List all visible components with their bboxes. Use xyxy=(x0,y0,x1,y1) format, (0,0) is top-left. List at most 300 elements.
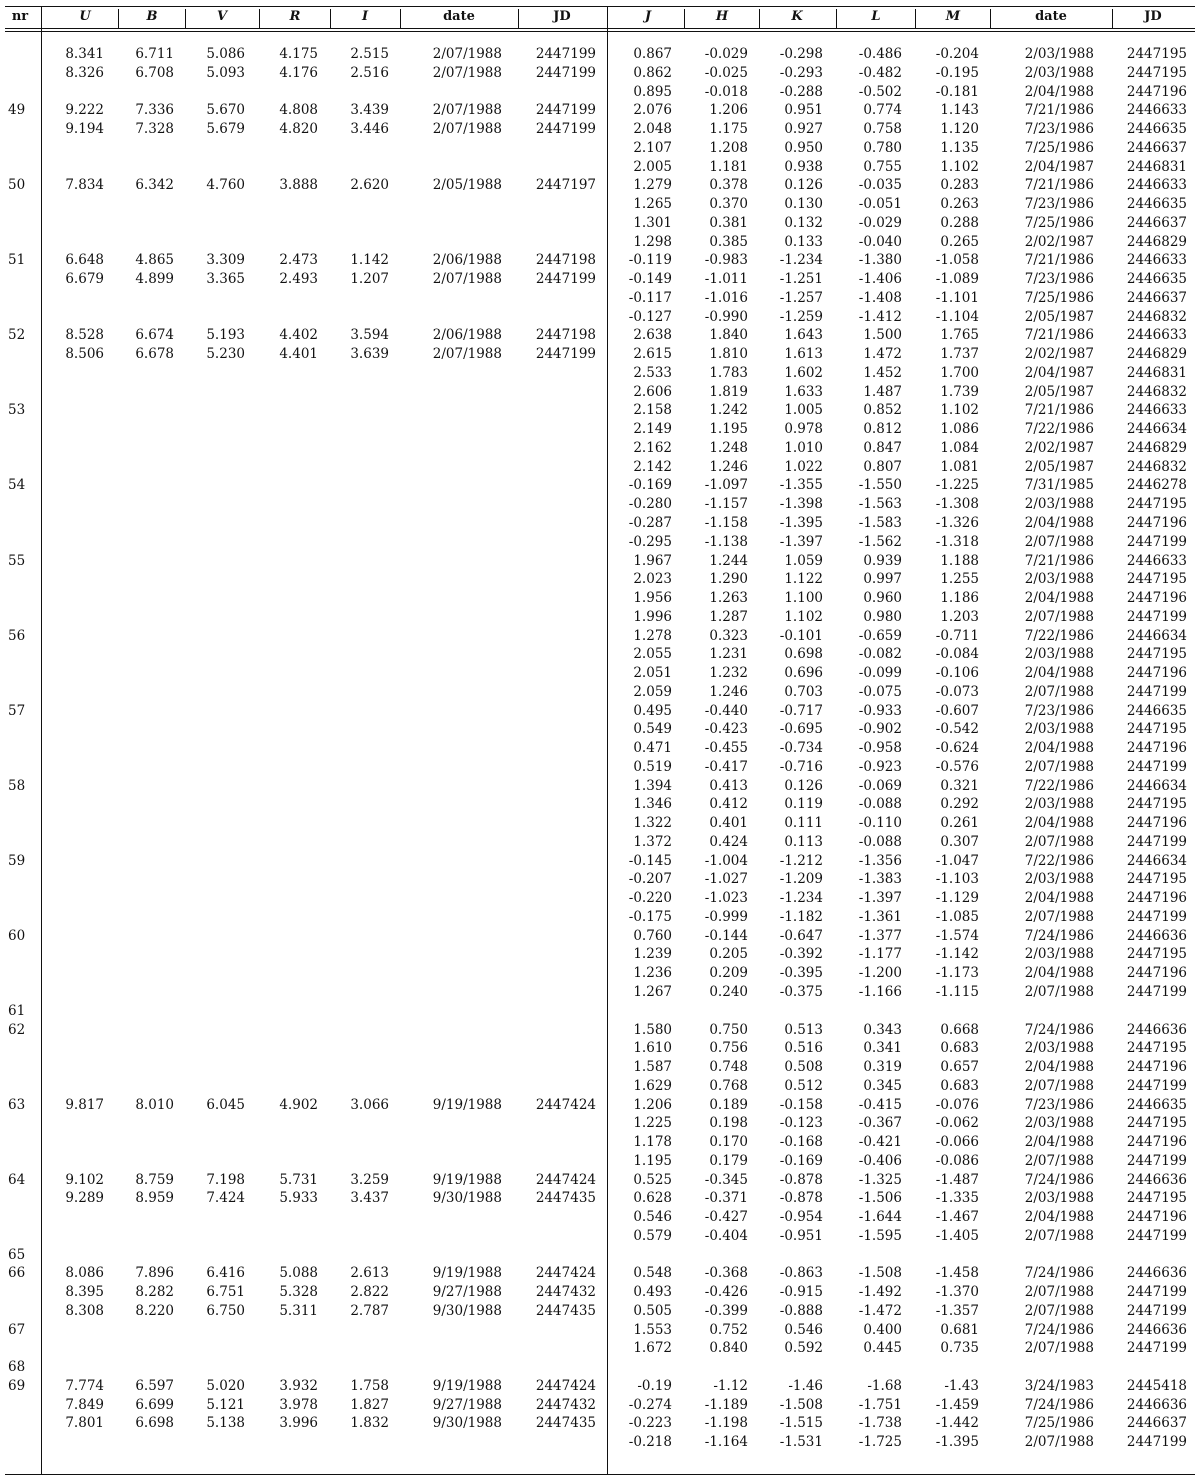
cell-nr: 68 xyxy=(8,1359,26,1376)
cell-ljd: 2447424 xyxy=(535,1377,596,1394)
cell-rjd: 2447195 xyxy=(1126,1115,1187,1132)
cell-K: 1.059 xyxy=(784,552,823,569)
cell-J: 2.533 xyxy=(633,364,672,381)
table-row xyxy=(0,326,1200,345)
cell-H: 1.175 xyxy=(709,121,748,138)
cell-B: 7.336 xyxy=(135,102,174,119)
cell-ljd: 2447198 xyxy=(535,252,596,269)
cell-L: -1.177 xyxy=(858,946,902,963)
cell-I: 2.515 xyxy=(350,46,389,62)
cell-rdate: 2/04/1988 xyxy=(1024,890,1094,907)
cell-rdate: 2/03/1988 xyxy=(1024,1190,1094,1207)
cell-V: 5.670 xyxy=(206,102,245,119)
cell-H: 1.840 xyxy=(709,327,748,344)
cell-rjd: 2446637 xyxy=(1126,214,1187,231)
cell-ljd: 2447435 xyxy=(535,1415,596,1432)
cell-M: -0.195 xyxy=(935,64,979,81)
cell-M: -1.318 xyxy=(935,533,979,550)
cell-K: -1.209 xyxy=(779,871,823,888)
cell-K: 1.602 xyxy=(784,364,823,381)
cell-L: -0.110 xyxy=(858,815,902,832)
cell-L: 0.852 xyxy=(863,402,902,419)
cell-M: 0.683 xyxy=(940,1040,979,1057)
cell-nr: 58 xyxy=(8,777,26,794)
cell-J: 0.549 xyxy=(633,721,672,738)
cell-K: -0.168 xyxy=(779,1134,823,1151)
cell-H: 1.231 xyxy=(709,646,748,663)
cell-R: 2.493 xyxy=(279,271,318,288)
table-row xyxy=(0,908,1200,927)
cell-rdate: 2/04/1987 xyxy=(1024,364,1094,381)
cell-rjd: 2447195 xyxy=(1126,1190,1187,1207)
table-row xyxy=(0,552,1200,571)
cell-rjd: 2446635 xyxy=(1126,121,1187,138)
cell-M: 0.683 xyxy=(940,1077,979,1094)
cell-U: 6.648 xyxy=(65,252,104,269)
cell-I: 3.066 xyxy=(350,1096,389,1113)
cell-ljd: 2447197 xyxy=(535,177,596,194)
cell-M: -1.101 xyxy=(935,289,979,306)
cell-K: 0.592 xyxy=(784,1340,823,1357)
cell-K: -1.397 xyxy=(779,533,823,550)
cell-J: -0.117 xyxy=(628,289,672,306)
cell-K: -0.158 xyxy=(779,1096,823,1113)
cell-rdate: 7/22/1986 xyxy=(1024,852,1094,869)
table-row xyxy=(0,1002,1200,1021)
cell-rdate: 2/04/1988 xyxy=(1024,83,1094,100)
cell-U: 7.849 xyxy=(65,1396,104,1413)
cell-H: -0.368 xyxy=(704,1265,748,1282)
cell-J: 2.023 xyxy=(633,571,672,588)
cell-J: 1.610 xyxy=(633,1040,672,1057)
cell-I: 3.259 xyxy=(350,1171,389,1188)
cell-rdate: 7/21/1986 xyxy=(1024,252,1094,269)
cell-H: 0.756 xyxy=(709,1040,748,1057)
table-row xyxy=(0,1021,1200,1040)
cell-J: 1.553 xyxy=(633,1321,672,1338)
cell-rdate: 2/04/1987 xyxy=(1024,158,1094,175)
cell-M: 0.735 xyxy=(940,1340,979,1357)
header-J: J xyxy=(644,9,652,24)
cell-L: -0.051 xyxy=(858,196,902,213)
table-row xyxy=(0,195,1200,214)
cell-H: -0.990 xyxy=(704,308,748,325)
cell-rjd: 2447195 xyxy=(1126,64,1187,81)
cell-J: 2.076 xyxy=(633,102,672,119)
table-row xyxy=(0,289,1200,308)
cell-rdate: 2/07/1988 xyxy=(1024,908,1094,925)
cell-rjd: 2447196 xyxy=(1126,965,1187,982)
cell-rdate: 2/04/1988 xyxy=(1024,590,1094,607)
table-row xyxy=(0,458,1200,477)
cell-U: 9.194 xyxy=(65,121,104,138)
cell-J: 1.587 xyxy=(633,1059,672,1076)
cell-B: 6.678 xyxy=(135,346,174,363)
cell-rdate: 2/05/1987 xyxy=(1024,383,1094,400)
cell-I: 2.822 xyxy=(350,1284,389,1301)
cell-B: 8.010 xyxy=(135,1096,174,1113)
table-row xyxy=(0,364,1200,383)
header-separator xyxy=(400,9,401,29)
cell-rdate: 2/04/1988 xyxy=(1024,515,1094,531)
cell-rjd: 2447199 xyxy=(1126,608,1187,625)
cell-H: 1.248 xyxy=(709,439,748,456)
cell-ljd: 2447198 xyxy=(535,327,596,344)
cell-L: -1.397 xyxy=(858,890,902,907)
cell-L: -0.659 xyxy=(858,627,902,644)
cell-rjd: 2447199 xyxy=(1126,1434,1187,1451)
cell-M: 0.657 xyxy=(940,1059,979,1076)
cell-rjd: 2446831 xyxy=(1126,158,1187,175)
cell-M: -1.405 xyxy=(935,1227,979,1244)
cell-V: 3.309 xyxy=(206,252,245,269)
table-row xyxy=(0,1058,1200,1077)
cell-V: 5.193 xyxy=(206,327,245,344)
cell-rdate: 2/02/1987 xyxy=(1024,439,1094,456)
cell-M: -0.624 xyxy=(935,740,979,757)
cell-I: 2.620 xyxy=(350,177,389,194)
table-row xyxy=(0,439,1200,458)
cell-J: -0.169 xyxy=(628,477,672,494)
table-row xyxy=(0,1414,1200,1433)
cell-rjd: 2446633 xyxy=(1126,552,1187,569)
cell-J: 1.195 xyxy=(633,1152,672,1169)
cell-J: -0.295 xyxy=(628,533,672,550)
cell-L: 0.319 xyxy=(863,1059,902,1076)
cell-M: -1.173 xyxy=(935,965,979,982)
cell-rdate: 2/03/1988 xyxy=(1024,946,1094,963)
cell-K: -0.647 xyxy=(779,927,823,944)
cell-J: 1.967 xyxy=(633,552,672,569)
cell-H: -1.027 xyxy=(704,871,748,888)
cell-rdate: 2/02/1987 xyxy=(1024,233,1094,250)
cell-H: -0.983 xyxy=(704,252,748,269)
cell-ljd: 2447424 xyxy=(535,1265,596,1282)
cell-L: -1.361 xyxy=(858,908,902,925)
cell-L: -0.421 xyxy=(858,1134,902,1151)
cell-rjd: 2447199 xyxy=(1126,683,1187,700)
cell-L: 0.758 xyxy=(863,121,902,138)
table-row xyxy=(0,814,1200,833)
cell-rjd: 2446831 xyxy=(1126,364,1187,381)
cell-nr: 50 xyxy=(8,177,26,194)
cell-K: -0.888 xyxy=(779,1302,823,1319)
cell-K: -1.355 xyxy=(779,477,823,494)
table-row xyxy=(0,795,1200,814)
cell-L: 1.500 xyxy=(863,327,902,344)
cell-K: 0.703 xyxy=(784,683,823,700)
cell-L: -1.583 xyxy=(858,515,902,531)
cell-rdate: 7/25/1986 xyxy=(1024,214,1094,231)
cell-L: 0.755 xyxy=(863,158,902,175)
cell-K: -0.288 xyxy=(779,83,823,100)
cell-M: -1.142 xyxy=(935,946,979,963)
cell-ldate: 9/19/1988 xyxy=(432,1171,502,1188)
cell-U: 9.289 xyxy=(65,1190,104,1207)
cell-nr: 51 xyxy=(8,252,26,269)
cell-H: 0.209 xyxy=(709,965,748,982)
cell-V: 6.045 xyxy=(206,1096,245,1113)
cell-H: 0.198 xyxy=(709,1115,748,1132)
cell-I: 3.446 xyxy=(350,121,389,138)
cell-M: -0.086 xyxy=(935,1152,979,1169)
cell-H: 0.205 xyxy=(709,946,748,963)
cell-M: 1.102 xyxy=(940,158,979,175)
cell-V: 3.365 xyxy=(206,271,245,288)
table-row xyxy=(0,1039,1200,1058)
cell-J: 0.525 xyxy=(633,1171,672,1188)
cell-L: -0.088 xyxy=(858,796,902,813)
cell-M: -1.459 xyxy=(935,1396,979,1413)
cell-H: -0.423 xyxy=(704,721,748,738)
cell-M: -1.058 xyxy=(935,252,979,269)
cell-K: 0.126 xyxy=(784,177,823,194)
cell-rjd: 2447196 xyxy=(1126,1059,1187,1076)
cell-J: 2.005 xyxy=(633,158,672,175)
cell-M: 0.263 xyxy=(940,196,979,213)
cell-L: -1.408 xyxy=(858,289,902,306)
cell-R: 4.902 xyxy=(279,1096,318,1113)
cell-rdate: 2/03/1988 xyxy=(1024,496,1094,513)
cell-L: -1.595 xyxy=(858,1227,902,1244)
cell-H: 1.246 xyxy=(709,458,748,475)
table-row xyxy=(0,589,1200,608)
cell-M: 1.255 xyxy=(940,571,979,588)
cell-M: -0.076 xyxy=(935,1096,979,1113)
cell-K: -1.234 xyxy=(779,890,823,907)
cell-J: 2.162 xyxy=(633,439,672,456)
cell-J: -0.218 xyxy=(628,1434,672,1451)
cell-J: 1.178 xyxy=(633,1134,672,1151)
cell-nr: 63 xyxy=(8,1096,26,1113)
cell-L: -0.486 xyxy=(858,46,902,62)
cell-H: 0.378 xyxy=(709,177,748,194)
cell-R: 4.175 xyxy=(279,46,318,62)
header-L: L xyxy=(871,9,881,24)
cell-rjd: 2447196 xyxy=(1126,890,1187,907)
cell-J: 2.055 xyxy=(633,646,672,663)
cell-H: 0.748 xyxy=(709,1059,748,1076)
cell-H: 0.424 xyxy=(709,833,748,850)
cell-rjd: 2446633 xyxy=(1126,402,1187,419)
cell-J: -0.287 xyxy=(628,515,672,531)
table-row xyxy=(0,1152,1200,1171)
cell-M: 1.203 xyxy=(940,608,979,625)
cell-rjd: 2447195 xyxy=(1126,496,1187,513)
cell-H: 0.170 xyxy=(709,1134,748,1151)
table-row xyxy=(0,495,1200,514)
cell-rjd: 2446636 xyxy=(1126,1396,1187,1413)
cell-R: 5.088 xyxy=(279,1265,318,1282)
cell-H: 1.244 xyxy=(709,552,748,569)
cell-rjd: 2446635 xyxy=(1126,1096,1187,1113)
cell-K: 1.005 xyxy=(784,402,823,419)
cell-K: 0.133 xyxy=(784,233,823,250)
table-row xyxy=(0,1189,1200,1208)
cell-K: -0.954 xyxy=(779,1209,823,1226)
cell-M: -0.607 xyxy=(935,702,979,719)
cell-H: -1.023 xyxy=(704,890,748,907)
table-row xyxy=(0,1339,1200,1358)
cell-ldate: 2/07/1988 xyxy=(432,46,502,62)
cell-K: -0.695 xyxy=(779,721,823,738)
table-row xyxy=(0,1077,1200,1096)
cell-rdate: 7/23/1986 xyxy=(1024,702,1094,719)
cell-M: 1.120 xyxy=(940,121,979,138)
table-row xyxy=(0,1433,1200,1452)
cell-K: -1.508 xyxy=(779,1396,823,1413)
cell-H: -0.029 xyxy=(704,46,748,62)
cell-rjd: 2447199 xyxy=(1126,1227,1187,1244)
cell-J: -0.207 xyxy=(628,871,672,888)
cell-K: 1.102 xyxy=(784,608,823,625)
cell-H: 0.381 xyxy=(709,214,748,231)
cell-M: -1.129 xyxy=(935,890,979,907)
cell-M: 1.143 xyxy=(940,102,979,119)
cell-L: -1.166 xyxy=(858,984,902,1000)
cell-rjd: 2447195 xyxy=(1126,46,1187,62)
table-row xyxy=(0,1171,1200,1190)
cell-H: -0.440 xyxy=(704,702,748,719)
cell-ldate: 9/30/1988 xyxy=(432,1190,502,1207)
cell-J: 0.867 xyxy=(633,46,672,62)
table-row xyxy=(0,1396,1200,1415)
cell-L: -1.325 xyxy=(858,1171,902,1188)
cell-J: -0.223 xyxy=(628,1415,672,1432)
cell-H: 0.752 xyxy=(709,1321,748,1338)
cell-rdate: 7/25/1986 xyxy=(1024,1415,1094,1432)
cell-R: 4.402 xyxy=(279,327,318,344)
cell-J: 1.279 xyxy=(633,177,672,194)
cell-J: -0.149 xyxy=(628,271,672,288)
cell-L: -1.751 xyxy=(858,1396,902,1413)
cell-H: -1.189 xyxy=(704,1396,748,1413)
cell-J: -0.274 xyxy=(628,1396,672,1413)
cell-nr: 54 xyxy=(8,477,26,494)
cell-R: 2.473 xyxy=(279,252,318,269)
cell-H: 0.240 xyxy=(709,984,748,1000)
cell-B: 4.899 xyxy=(135,271,174,288)
cell-H: -1.12 xyxy=(713,1377,748,1394)
cell-K: -0.293 xyxy=(779,64,823,81)
cell-M: 0.668 xyxy=(940,1021,979,1038)
cell-B: 6.698 xyxy=(135,1415,174,1432)
cell-nr: 67 xyxy=(8,1321,26,1338)
header-separator xyxy=(330,9,331,29)
cell-rjd: 2447199 xyxy=(1126,758,1187,775)
cell-H: 1.232 xyxy=(709,665,748,682)
header-U: U xyxy=(79,9,91,24)
cell-U: 7.801 xyxy=(65,1415,104,1432)
cell-L: -0.958 xyxy=(858,740,902,757)
cell-B: 6.342 xyxy=(135,177,174,194)
header-left-date: date xyxy=(443,9,475,24)
cell-K: 0.513 xyxy=(784,1021,823,1038)
cell-H: 0.323 xyxy=(709,627,748,644)
cell-L: -0.406 xyxy=(858,1152,902,1169)
cell-V: 6.751 xyxy=(206,1284,245,1301)
cell-K: 0.938 xyxy=(784,158,823,175)
cell-J: 0.548 xyxy=(633,1265,672,1282)
cell-rdate: 2/07/1988 xyxy=(1024,1284,1094,1301)
table-row xyxy=(0,1114,1200,1133)
cell-rjd: 2446633 xyxy=(1126,177,1187,194)
cell-K: -1.212 xyxy=(779,852,823,869)
cell-rjd: 2446637 xyxy=(1126,289,1187,306)
table-row xyxy=(0,1302,1200,1321)
cell-ldate: 2/05/1988 xyxy=(432,177,502,194)
cell-R: 4.808 xyxy=(279,102,318,119)
cell-ljd: 2447199 xyxy=(535,102,596,119)
cell-H: -0.427 xyxy=(704,1209,748,1226)
cell-J: 0.519 xyxy=(633,758,672,775)
cell-rdate: 7/23/1986 xyxy=(1024,1096,1094,1113)
cell-rdate: 7/22/1986 xyxy=(1024,421,1094,438)
cell-nr: 60 xyxy=(8,927,26,944)
cell-K: -0.101 xyxy=(779,627,823,644)
cell-L: 0.780 xyxy=(863,139,902,156)
cell-rjd: 2447196 xyxy=(1126,665,1187,682)
cell-L: 0.774 xyxy=(863,102,902,119)
cell-M: -1.574 xyxy=(935,927,979,944)
cell-rjd: 2447195 xyxy=(1126,871,1187,888)
cell-K: -1.46 xyxy=(788,1377,823,1394)
table-row xyxy=(0,176,1200,195)
cell-M: 1.084 xyxy=(940,439,979,456)
cell-L: 1.452 xyxy=(863,364,902,381)
cell-J: 0.579 xyxy=(633,1227,672,1244)
cell-J: 0.862 xyxy=(633,64,672,81)
table-row xyxy=(0,420,1200,439)
cell-J: 0.628 xyxy=(633,1190,672,1207)
cell-U: 8.341 xyxy=(65,46,104,62)
cell-H: -1.011 xyxy=(704,271,748,288)
cell-rdate: 2/05/1987 xyxy=(1024,308,1094,325)
cell-H: 1.181 xyxy=(709,158,748,175)
cell-I: 1.832 xyxy=(350,1415,389,1432)
cell-L: -1.472 xyxy=(858,1302,902,1319)
cell-rdate: 7/22/1986 xyxy=(1024,627,1094,644)
cell-rdate: 2/03/1988 xyxy=(1024,796,1094,813)
cell-L: -0.902 xyxy=(858,721,902,738)
cell-rdate: 2/07/1988 xyxy=(1024,1434,1094,1451)
cell-L: -1.562 xyxy=(858,533,902,550)
cell-H: -1.097 xyxy=(704,477,748,494)
cell-M: -1.487 xyxy=(935,1171,979,1188)
cell-M: -1.442 xyxy=(935,1415,979,1432)
cell-nr: 64 xyxy=(8,1171,26,1188)
cell-ldate: 9/30/1988 xyxy=(432,1415,502,1432)
cell-L: -0.082 xyxy=(858,646,902,663)
table-row xyxy=(0,1227,1200,1246)
cell-rjd: 2447199 xyxy=(1126,533,1187,550)
cell-rdate: 2/04/1988 xyxy=(1024,1134,1094,1151)
cell-ldate: 9/19/1988 xyxy=(432,1096,502,1113)
cell-L: -1.68 xyxy=(867,1377,902,1394)
cell-H: -1.016 xyxy=(704,289,748,306)
cell-H: 0.401 xyxy=(709,815,748,832)
cell-rjd: 2447199 xyxy=(1126,1152,1187,1169)
cell-rdate: 7/23/1986 xyxy=(1024,196,1094,213)
cell-H: 0.189 xyxy=(709,1096,748,1113)
table-row xyxy=(0,64,1200,83)
cell-H: -0.426 xyxy=(704,1284,748,1301)
cell-rdate: 7/21/1986 xyxy=(1024,327,1094,344)
cell-H: 0.370 xyxy=(709,196,748,213)
cell-L: 0.807 xyxy=(863,458,902,475)
cell-H: -1.198 xyxy=(704,1415,748,1432)
cell-R: 4.820 xyxy=(279,121,318,138)
